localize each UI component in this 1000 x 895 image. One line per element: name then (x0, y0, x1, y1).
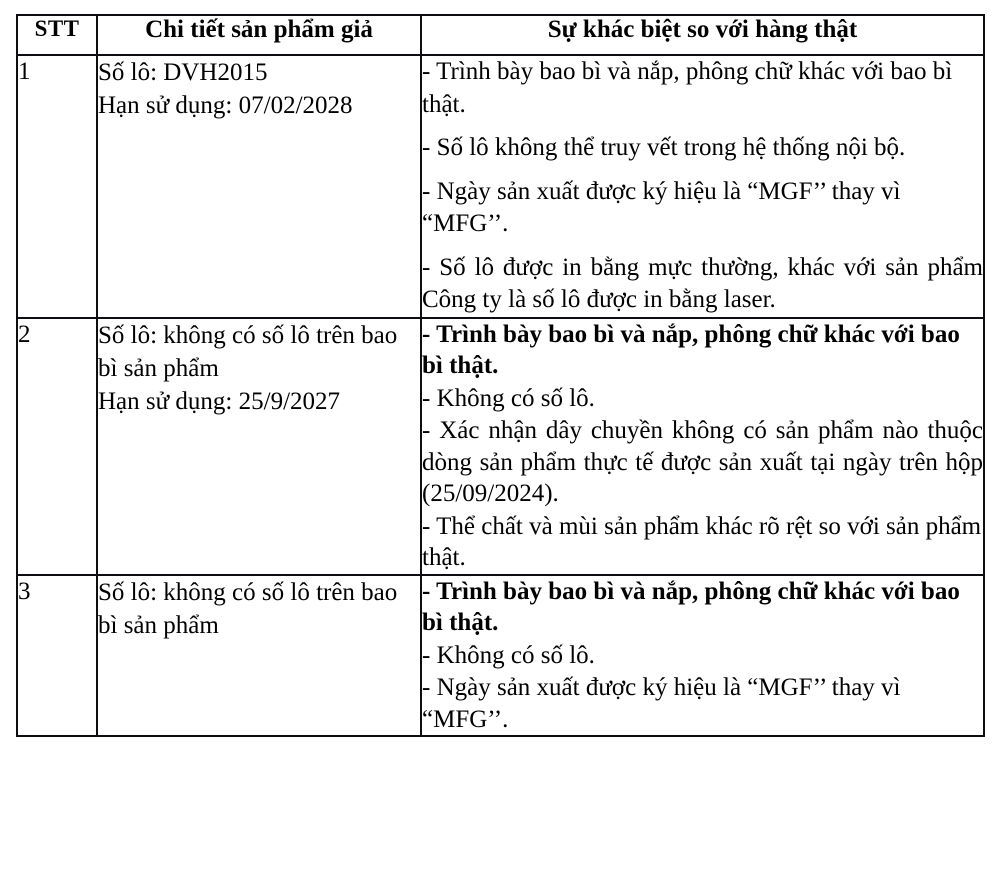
cell-difference (421, 55, 984, 318)
difference-item: - Xác nhận dây chuyền không có sản phẩm nào thuộc dòng sản phẩm thực tế được sản xuất tại ngày trên hộp (25/09/2024). (422, 417, 983, 507)
difference-item: - Không có số lô. (422, 641, 595, 669)
detail-line: Hạn sử dụng: 25/9/2027 (98, 388, 341, 415)
difference-item: - Số lô không thể truy vết trong hệ thống nội bộ. (422, 134, 906, 161)
detail-line: Số lô: không có số lô trên bao bì sản phẩm (98, 321, 398, 382)
difference-item: - Trình bày bao bì và nắp, phông chữ khác với bao bì thật. (422, 320, 960, 379)
cell-difference (421, 575, 984, 737)
difference-item: - Thể chất và mùi sản phẩm khác rõ rệt so với sản phẩm thật. (422, 512, 982, 571)
difference-item: - Ngày sản xuất được ký hiệu là “MGF’’ thay vì “MFG’’. (422, 177, 901, 237)
table-row (17, 55, 984, 318)
detail-line: Hạn sử dụng: 07/02/2028 (98, 92, 353, 120)
table-header (17, 15, 984, 55)
column-header-difference: Sự khác biệt so với hàng thật (421, 15, 984, 55)
difference-item: - Trình bày bao bì và nắp, phông chữ khác với bao bì thật. (422, 58, 953, 118)
column-header-detail: Chi tiết sản phẩm giả (97, 15, 421, 55)
counterfeit-comparison-table (16, 14, 985, 737)
cell-stt: 2 (17, 318, 97, 575)
difference-item: - Ngày sản xuất được ký hiệu là “MGF’’ thay vì “MFG’’. (422, 674, 901, 733)
table-row (17, 575, 984, 737)
cell-detail (97, 55, 421, 318)
difference-item: - Số lô được in bằng mực thường, khác với sản phẩm Công ty là số lô được in bằng laser. (422, 253, 983, 313)
cell-difference (421, 318, 984, 575)
difference-item: - Không có số lô. (422, 384, 595, 412)
table-body (17, 55, 984, 736)
table-row (17, 318, 984, 575)
detail-line: Số lô: DVH2015 (98, 59, 268, 86)
table-header-row (17, 15, 984, 55)
cell-detail (97, 318, 421, 575)
cell-detail (97, 575, 421, 737)
cell-stt: 1 (17, 55, 97, 318)
detail-line: Số lô: không có số lô trên bao bì sản phẩm (98, 578, 398, 639)
column-header-stt: STT (17, 15, 97, 55)
difference-item: - Trình bày bao bì và nắp, phông chữ khác với bao bì thật. (422, 577, 960, 636)
cell-stt: 3 (17, 575, 97, 737)
